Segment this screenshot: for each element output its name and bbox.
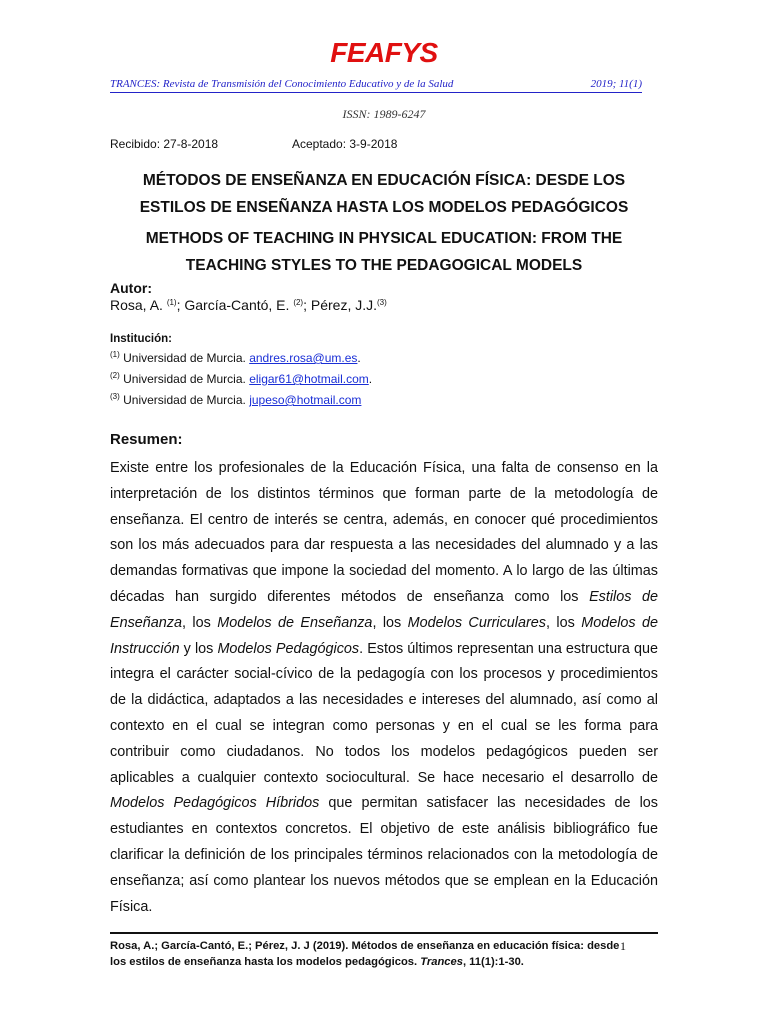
citation-volume: , 11(1):1-30. — [462, 955, 524, 968]
journal-header — [110, 77, 642, 93]
issn: ISSN: 1989-6247 — [342, 107, 426, 121]
author-3-affiliation: (3) — [377, 298, 387, 307]
institution-label: Institución: — [110, 333, 172, 345]
title-spanish-line-1: MÉTODOS DE ENSEÑANZA EN EDUCACIÓN FÍSICA: DESDE LOS — [142, 172, 626, 189]
author-3: ; Pérez, J.J. — [303, 297, 378, 313]
journal-year-issue: 2019; 11(1) — [590, 78, 642, 90]
abstract-body — [110, 456, 658, 920]
abstract-text-1: Existe entre los profesionales de la Educación Física, una falta de consenso en la interpretación de los distintos términos que forman parte de la metodología de enseñanza. El centro de interés se centra, además, en conocer qué procedimientos son los más adecuados para dar respuesta a las necesidades del alumnado y a las demandas formativas que impone la sociedad del momento. A lo largo de las últimas décadas han surgido diferentes métodos de enseñanza como los — [110, 460, 658, 605]
institution-item-2 — [110, 372, 372, 387]
abstract-label: Resumen: — [110, 431, 183, 448]
institution-2-name: Universidad de Murcia. — [123, 372, 246, 386]
abstract-text-5: y los — [179, 640, 218, 657]
received-date: Recibido: 27-8-2018 — [110, 137, 219, 151]
author-label: Autor: — [110, 280, 152, 296]
title-spanish — [110, 167, 658, 221]
institution-3-marker: (3) — [110, 392, 120, 401]
email-link-1[interactable]: andres.rosa@um.es — [249, 351, 358, 365]
abstract-text-4: , los — [546, 614, 582, 631]
page-number: 1 — [620, 939, 626, 953]
institution-1-tail: . — [357, 351, 361, 365]
institution-1-name: Universidad de Murcia. — [123, 351, 246, 365]
author-1-affiliation: (1) — [166, 298, 177, 307]
abstract-text-3: , los — [372, 614, 408, 631]
accepted-date: Aceptado: 3-9-2018 — [292, 137, 398, 151]
journal-title: TRANCES: Revista de Transmisión del Conocimiento Educativo y de la Salud — [110, 78, 454, 90]
term-modelos-instruccion: Modelos de Instrucción — [110, 614, 659, 657]
footer-citation — [110, 939, 630, 970]
author-2-affiliation: (2) — [293, 298, 304, 307]
title-spanish-line-2: ESTILOS DE ENSEÑANZA HASTA LOS MODELOS PEDAGÓGICOS — [139, 199, 629, 216]
institution-1-marker: (1) — [110, 350, 120, 359]
title-english-line-1: METHODS OF TEACHING IN PHYSICAL EDUCATION: FROM THE — [145, 230, 623, 247]
institution-2-tail: . — [368, 372, 373, 386]
institution-item-3 — [110, 393, 361, 408]
author-list — [110, 296, 387, 314]
email-link-2[interactable]: eligar61@hotmail.com — [249, 372, 369, 386]
term-modelos-hibridos: Modelos Pedagógicos Híbridos — [110, 795, 320, 812]
institution-2-marker: (2) — [110, 371, 120, 380]
term-modelos-pedagogicos: Modelos Pedagógicos — [217, 640, 360, 657]
feafys-logo: FEAFYS — [330, 37, 438, 68]
footer-divider — [110, 932, 658, 934]
term-modelos-ensenanza: Modelos de Enseñanza — [217, 614, 373, 631]
term-modelos-curriculares: Modelos Curriculares — [407, 614, 547, 631]
abstract-text-6: . Estos últimos representan una estructura que integra el carácter social-cívico de la pedagogía con los procesos y procedimientos de la didáctica, adaptados a las necesidades e intereses del alumnado, así como al contexto en el cual se integran como personas y en el cual se les forma para contribuir como ciudadanos. No todos los modelos pedagógicos pueden ser aplicables a cualquier contexto sociocultural. Se hace necesario el desarrollo de — [110, 640, 658, 786]
email-link-3[interactable]: jupeso@hotmail.com — [249, 393, 362, 407]
title-english-line-2: TEACHING STYLES TO THE PEDAGOGICAL MODELS — [185, 257, 583, 274]
citation-journal: Trances — [420, 955, 463, 968]
author-2: ; García-Cantó, E. — [176, 297, 290, 313]
institution-item-1 — [110, 351, 361, 366]
abstract-text-2: , los — [182, 614, 218, 631]
title-english — [110, 225, 658, 279]
institution-3-name: Universidad de Murcia. — [123, 393, 246, 407]
term-estilos: Estilos de Enseñanza — [110, 588, 659, 631]
abstract-text-7: que permitan satisfacer las necesidades de los estudiantes en contextos concretos. El objetivo de este análisis bibliográfico fue clarificar la definición de los principales términos relacionados con la metodología de enseñanza; así como plantear los nuevos métodos que se emplean en la Educación Física. — [110, 795, 658, 915]
author-1: Rosa, A. — [110, 297, 163, 313]
citation-text: Rosa, A.; García-Cantó, E.; Pérez, J. J (2019). Métodos de enseñanza en educación física: desde los estilos de enseñanza hasta los modelos pedagógicos. — [110, 940, 620, 968]
